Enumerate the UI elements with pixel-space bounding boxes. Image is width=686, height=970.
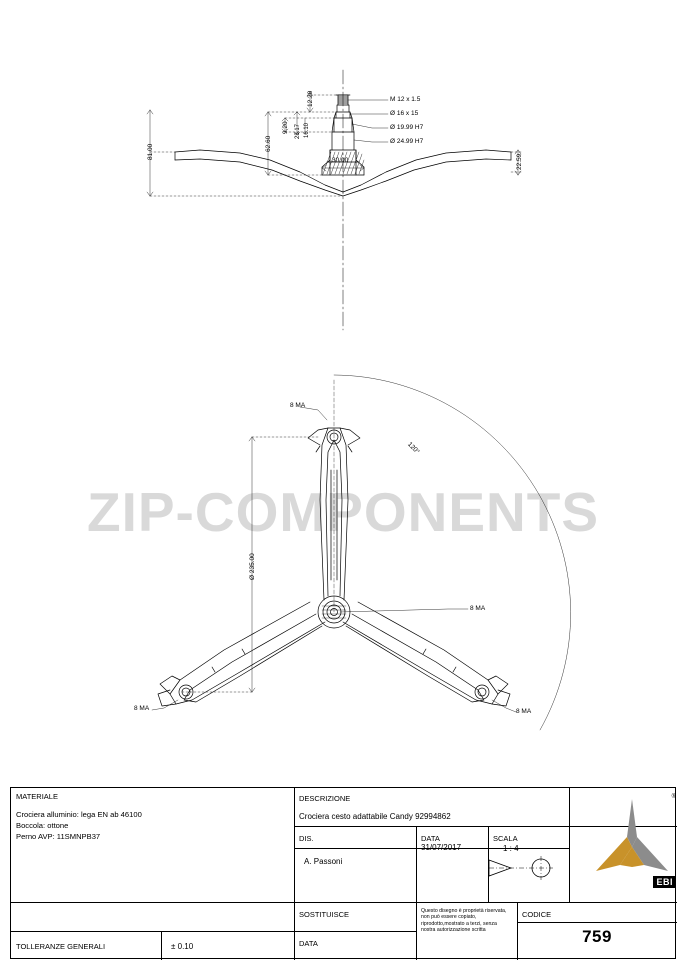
dim-shaft-stack: 62.60	[265, 135, 272, 152]
value-codice: 759	[582, 927, 612, 946]
dim-shaft-top: 12.20	[307, 90, 314, 107]
callout-8ma-bottom-right: 8 MA	[516, 708, 532, 715]
projection-symbol	[481, 850, 566, 898]
logo-wordmark: EBI	[653, 876, 676, 888]
tb-div-sostituisce-top	[294, 902, 677, 903]
value-data: 31/07/2017	[421, 843, 462, 852]
dim-flange-width: 30.00	[332, 157, 349, 164]
label-tolleranze: TOLLERANZE GENERALI	[16, 942, 106, 951]
value-materiale-line2: Boccola: ottone	[16, 821, 69, 830]
tb-div-materiale-bottom	[11, 902, 294, 903]
label-dis: DIS.	[299, 834, 314, 843]
value-scala: 1 : 4	[503, 844, 519, 853]
tb-div-tolleranze-val	[161, 931, 162, 960]
callout-8ma-right: 8 MA	[470, 605, 486, 612]
company-logo	[586, 793, 678, 898]
label-scala: SCALA	[493, 834, 518, 843]
callout-8ma-top: 8 MA	[290, 402, 306, 409]
dim-overall-height-left: 81.00	[147, 143, 154, 160]
tb-div-tolleranze-top	[11, 931, 294, 932]
dim-shaft-small-2: 16.10	[304, 122, 310, 138]
watermark-text: ZIP-COMPONENTS	[86, 481, 600, 543]
note-d2499h7: Ø 24.99 H7	[390, 138, 424, 145]
note-thread-m12: M 12 x 1.5	[390, 96, 421, 103]
dim-shaft-small-1: 23.17	[295, 123, 301, 139]
value-dis: A. Passoni	[304, 857, 343, 866]
label-data2: DATA	[299, 939, 318, 948]
note-d1999h7: Ø 19.99 H7	[390, 124, 424, 131]
label-materiale: MATERIALE	[16, 792, 58, 801]
callout-8ma-left: 8 MA	[134, 705, 150, 712]
value-materiale-line3: Perno AVP: 11SMNPB37	[16, 832, 101, 841]
label-descrizione: DESCRIZIONE	[299, 794, 351, 803]
dim-plan-diameter: Ø 235.00	[249, 553, 256, 580]
label-data: DATA	[421, 834, 440, 843]
value-descrizione: Crociera cesto adattabile Candy 92994862	[299, 812, 451, 821]
label-sostituisce: SOSTITUISCE	[299, 910, 350, 919]
value-materiale-line1: Crociera alluminio: lega EN ab 46100	[16, 810, 142, 819]
tb-div-data2-top	[294, 931, 416, 932]
value-tolleranze: ± 0.10	[171, 942, 194, 951]
registered-mark: ®	[671, 794, 676, 800]
note-d16x15: Ø 16 x 15	[390, 110, 419, 117]
dim-angle-120: 120°	[406, 441, 421, 456]
label-codice: CODICE	[522, 910, 552, 919]
legal-notice: Questo disegno è proprietà riservata, non può essere copiato, riprodotto,mostrato a terzi, senza nostra autorizzazione scritta	[421, 908, 507, 934]
tb-div-logo-col	[569, 788, 570, 902]
dim-shaft-mid: 9.20	[282, 121, 289, 134]
dim-right-height: 22.59	[516, 153, 523, 170]
title-block	[10, 787, 676, 959]
